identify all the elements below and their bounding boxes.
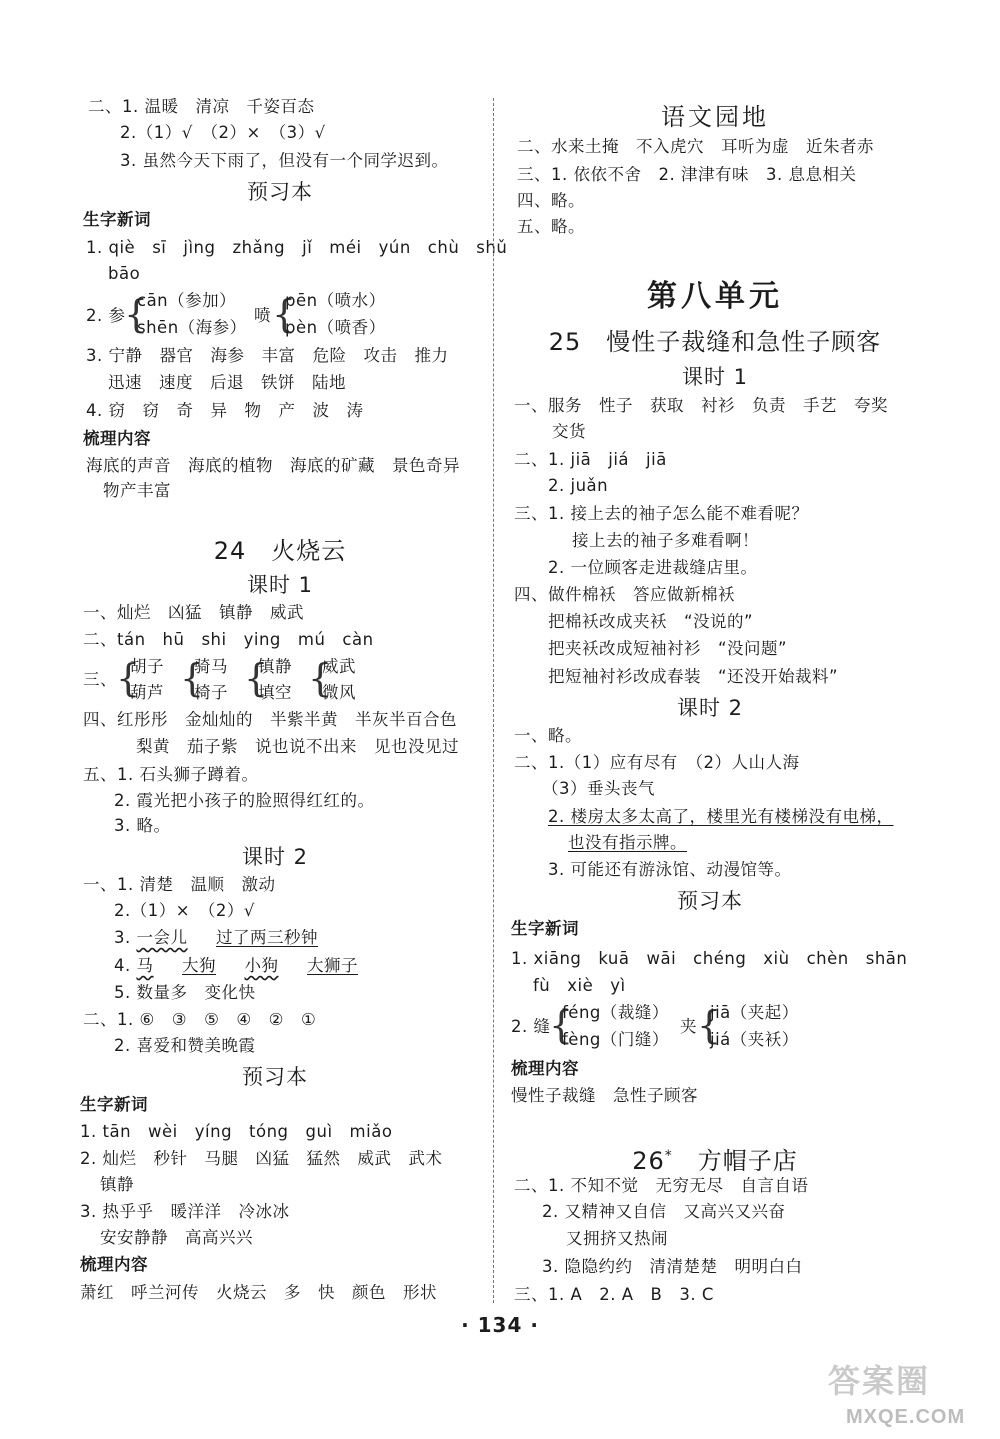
pinyin-line: fù xiè yì bbox=[533, 976, 626, 995]
answer-line: 二、1. 不知不觉 无穷无尽 自言自语 bbox=[514, 1176, 809, 1195]
answer-line: 2. 喜爱和赞美晚霞 bbox=[114, 1036, 256, 1055]
answer-line: （3）垂头丧气 bbox=[542, 779, 655, 798]
polyphone-reading: pēn（喷水） bbox=[285, 291, 386, 310]
answer-line: 四、略。 bbox=[517, 191, 585, 210]
answer-line: 物产丰富 bbox=[103, 481, 171, 500]
watermark-url: MXQE.COM bbox=[846, 1406, 966, 1428]
answer-line: 二、1. 温暖 清凉 千姿百态 bbox=[88, 97, 315, 116]
answer-line: 把短袖衬衫改成春装 “还没开始裁料” bbox=[548, 667, 839, 686]
answer-line: 3. 宁静 器官 海参 丰富 危险 攻击 推力 bbox=[86, 346, 449, 365]
subsection-label: 生字新词 bbox=[80, 1095, 148, 1114]
answer-line: 5. 数量多 变化快 bbox=[114, 983, 256, 1002]
answer-line: 五、1. 石头狮子蹲着。 bbox=[83, 765, 259, 784]
lesson-title: 24 火烧云 bbox=[213, 537, 347, 565]
answer-line: 2. 一位顾客走进裁缝店里。 bbox=[548, 558, 758, 577]
underlined-answer: 一会儿 bbox=[136, 928, 188, 947]
answer-line: 3. 热乎乎 暖洋洋 冷冰冰 bbox=[80, 1202, 290, 1221]
word-pair: 威武 bbox=[322, 657, 356, 676]
item-number: 3. bbox=[114, 928, 131, 947]
section-heading: 课时 1 bbox=[681, 365, 749, 389]
lesson-number: 26 bbox=[632, 1147, 665, 1175]
lesson-name: 方帽子店 bbox=[697, 1147, 798, 1175]
polyphone-reading: pèn（喷香） bbox=[285, 318, 386, 337]
answer-line bbox=[568, 832, 687, 854]
lesson-title: 25 慢性子裁缝和急性子顾客 bbox=[548, 328, 882, 356]
polyphone-prefix: 2. 参 bbox=[86, 306, 126, 325]
answer-line: 把夹袄改成短袖衬衫 “没问题” bbox=[548, 639, 788, 658]
group-prefix: 三、 bbox=[83, 670, 117, 689]
answer-line: 3. 可能还有游泳馆、动漫馆等。 bbox=[548, 860, 792, 879]
word-pair: 填空 bbox=[258, 683, 292, 702]
word-pair: 骑马 bbox=[194, 657, 228, 676]
answer-line: 迅速 速度 后退 铁饼 陆地 bbox=[108, 373, 346, 392]
underlined-answer: 2. 楼房太多太高了，楼里光有楼梯没有电梯， bbox=[548, 807, 894, 826]
subsection-label: 梳理内容 bbox=[511, 1059, 579, 1078]
pinyin-line: 二、tán hū shi ying mú càn bbox=[83, 630, 374, 649]
answer-line: 海底的声音 海底的植物 海底的矿藏 景色奇异 bbox=[86, 456, 460, 475]
answer-line: 三、1. 依依不舍 2. 津津有味 3. 息息相关 bbox=[517, 165, 857, 184]
answer-line: 五、略。 bbox=[517, 217, 585, 236]
subsection-label: 生字新词 bbox=[511, 919, 579, 938]
answer-line: 接上去的袖子多难看啊！ bbox=[572, 531, 759, 550]
answer-line: 慢性子裁缝 急性子顾客 bbox=[511, 1086, 698, 1105]
item-number: 4. bbox=[114, 956, 131, 975]
lesson-title bbox=[505, 1140, 925, 1177]
unit-title: 第八单元 bbox=[647, 279, 783, 314]
answer-line: 一、略。 bbox=[514, 726, 582, 745]
answer-line: 2.（1）√ （2）× （3）√ bbox=[120, 123, 326, 142]
polyphone-prefix: 夹 bbox=[680, 1017, 697, 1036]
pinyin-line: 1. xiāng kuā wāi chéng xiù chèn shān bbox=[511, 949, 908, 968]
answer-line: 4. 窃 窃 奇 异 物 产 波 涛 bbox=[86, 401, 364, 420]
section-heading: 课时 2 bbox=[676, 696, 744, 720]
section-heading: 课时 1 bbox=[246, 573, 314, 597]
subsection-label: 梳理内容 bbox=[83, 429, 151, 448]
answer-line bbox=[114, 927, 318, 949]
section-heading: 语文园地 bbox=[661, 103, 769, 131]
brace-icon: { bbox=[549, 1003, 574, 1047]
brace-icon: { bbox=[308, 656, 333, 700]
answer-line: 2. 霞光把小孩子的脸照得红红的。 bbox=[114, 791, 375, 810]
watermark-logo bbox=[826, 1356, 996, 1436]
answer-line: 安安静静 高高兴兴 bbox=[100, 1228, 253, 1247]
answer-line: 3. 虽然今天下雨了，但没有一个同学迟到。 bbox=[120, 151, 449, 170]
word-pair: 微风 bbox=[322, 683, 356, 702]
lesson-star: * bbox=[664, 1148, 673, 1164]
answer-line: 把棉袄改成夹袄 “没说的” bbox=[548, 612, 754, 631]
brace-icon: { bbox=[116, 656, 141, 700]
answer-line: 一、灿烂 凶猛 镇静 威武 bbox=[83, 603, 304, 622]
answer-line: 梨黄 茄子紫 说也说不出来 见也没见过 bbox=[136, 737, 459, 756]
answer-line: 一、服务 性子 获取 衬衫 负责 手艺 夸奖 bbox=[514, 396, 888, 415]
underlined-answer: 大狮子 bbox=[307, 956, 358, 975]
polyphone-reading: fèng（门缝） bbox=[562, 1030, 669, 1049]
page-number: · 134 · bbox=[461, 1313, 539, 1337]
brace-icon: { bbox=[124, 292, 149, 336]
subsection-label: 梳理内容 bbox=[80, 1255, 148, 1274]
word-pair: 胡子 bbox=[130, 657, 164, 676]
underlined-answer: 马 bbox=[136, 956, 154, 975]
answer-line: 二、1.（1）应有尽有 （2）人山人海 bbox=[514, 753, 800, 772]
polyphone-prefix: 2. 缝 bbox=[511, 1017, 551, 1036]
answer-line: 交货 bbox=[552, 422, 586, 441]
answer-line: 四、红彤彤 金灿灿的 半紫半黄 半灰半百合色 bbox=[83, 710, 457, 729]
section-heading: 课时 2 bbox=[241, 845, 309, 869]
answer-line bbox=[548, 806, 894, 828]
brace-icon: { bbox=[180, 656, 205, 700]
underlined-answer: 也没有指示牌。 bbox=[568, 833, 687, 852]
word-pair: 葫芦 bbox=[130, 683, 164, 702]
answer-line: 2.（1）× （2）√ bbox=[114, 901, 255, 920]
underlined-answer: 大狗 bbox=[182, 956, 216, 975]
polyphone-reading: cān（参加） bbox=[137, 291, 237, 310]
brace-icon: { bbox=[244, 656, 269, 700]
answer-line: 2. 又精神又自信 又高兴又兴奋 bbox=[542, 1202, 786, 1221]
section-heading: 预习本 bbox=[242, 1065, 308, 1089]
answer-line: 又拥挤又热闹 bbox=[566, 1229, 668, 1248]
section-heading: 预习本 bbox=[677, 889, 743, 913]
pinyin-line: bāo bbox=[108, 264, 141, 283]
word-pair: 椅子 bbox=[194, 683, 228, 702]
answer-line: 一、1. 清楚 温顺 激动 bbox=[83, 875, 276, 894]
answer-line: 3. 隐隐约约 清清楚楚 明明白白 bbox=[542, 1257, 803, 1276]
answer-line: 2. 灿烂 秒针 马腿 凶猛 猛然 威武 武术 bbox=[80, 1149, 443, 1168]
pinyin-line: 1. qiè sī jìng zhǎng jǐ méi yún chù shǔ bbox=[86, 238, 508, 257]
answer-line: 三、1. A 2. A B 3. C bbox=[514, 1285, 714, 1304]
answer-line: 萧红 呼兰河传 火烧云 多 快 颜色 形状 bbox=[80, 1283, 437, 1302]
word-pair: 镇静 bbox=[258, 657, 292, 676]
brace-icon: { bbox=[272, 292, 297, 336]
pinyin-line: 二、1. jiā jiá jiā bbox=[514, 450, 667, 469]
answer-line bbox=[114, 955, 358, 977]
polyphone-prefix: 喷 bbox=[254, 306, 271, 325]
polyphone-reading: féng（裁缝） bbox=[562, 1003, 669, 1022]
section-heading: 预习本 bbox=[247, 180, 313, 204]
polyphone-reading: jiā（夹起） bbox=[710, 1003, 799, 1022]
pinyin-line: 1. tān wèi yíng tóng guì miǎo bbox=[80, 1122, 393, 1141]
polyphone-reading: jiá（夹袄） bbox=[710, 1030, 799, 1049]
answer-line: 二、水来土掩 不入虎穴 耳听为虚 近朱者赤 bbox=[517, 137, 874, 156]
watermark-text: 答案圈 bbox=[828, 1362, 931, 1400]
column-divider bbox=[493, 98, 494, 1303]
answer-line: 三、1. 接上去的袖子怎么能不难看呢？ bbox=[514, 504, 809, 523]
answer-line: 四、做件棉袄 答应做新棉袄 bbox=[514, 585, 735, 604]
underlined-answer: 过了两三秒钟 bbox=[216, 928, 318, 947]
answer-line: 镇静 bbox=[100, 1175, 134, 1194]
answer-line: 二、1. ⑥ ③ ⑤ ④ ② ① bbox=[83, 1010, 317, 1029]
subsection-label: 生字新词 bbox=[83, 210, 151, 229]
brace-icon: { bbox=[697, 1003, 722, 1047]
underlined-answer: 小狗 bbox=[244, 956, 279, 975]
answer-line: 3. 略。 bbox=[114, 816, 171, 835]
pinyin-line: 2. juǎn bbox=[548, 476, 609, 495]
polyphone-reading: shēn（海参） bbox=[137, 318, 247, 337]
